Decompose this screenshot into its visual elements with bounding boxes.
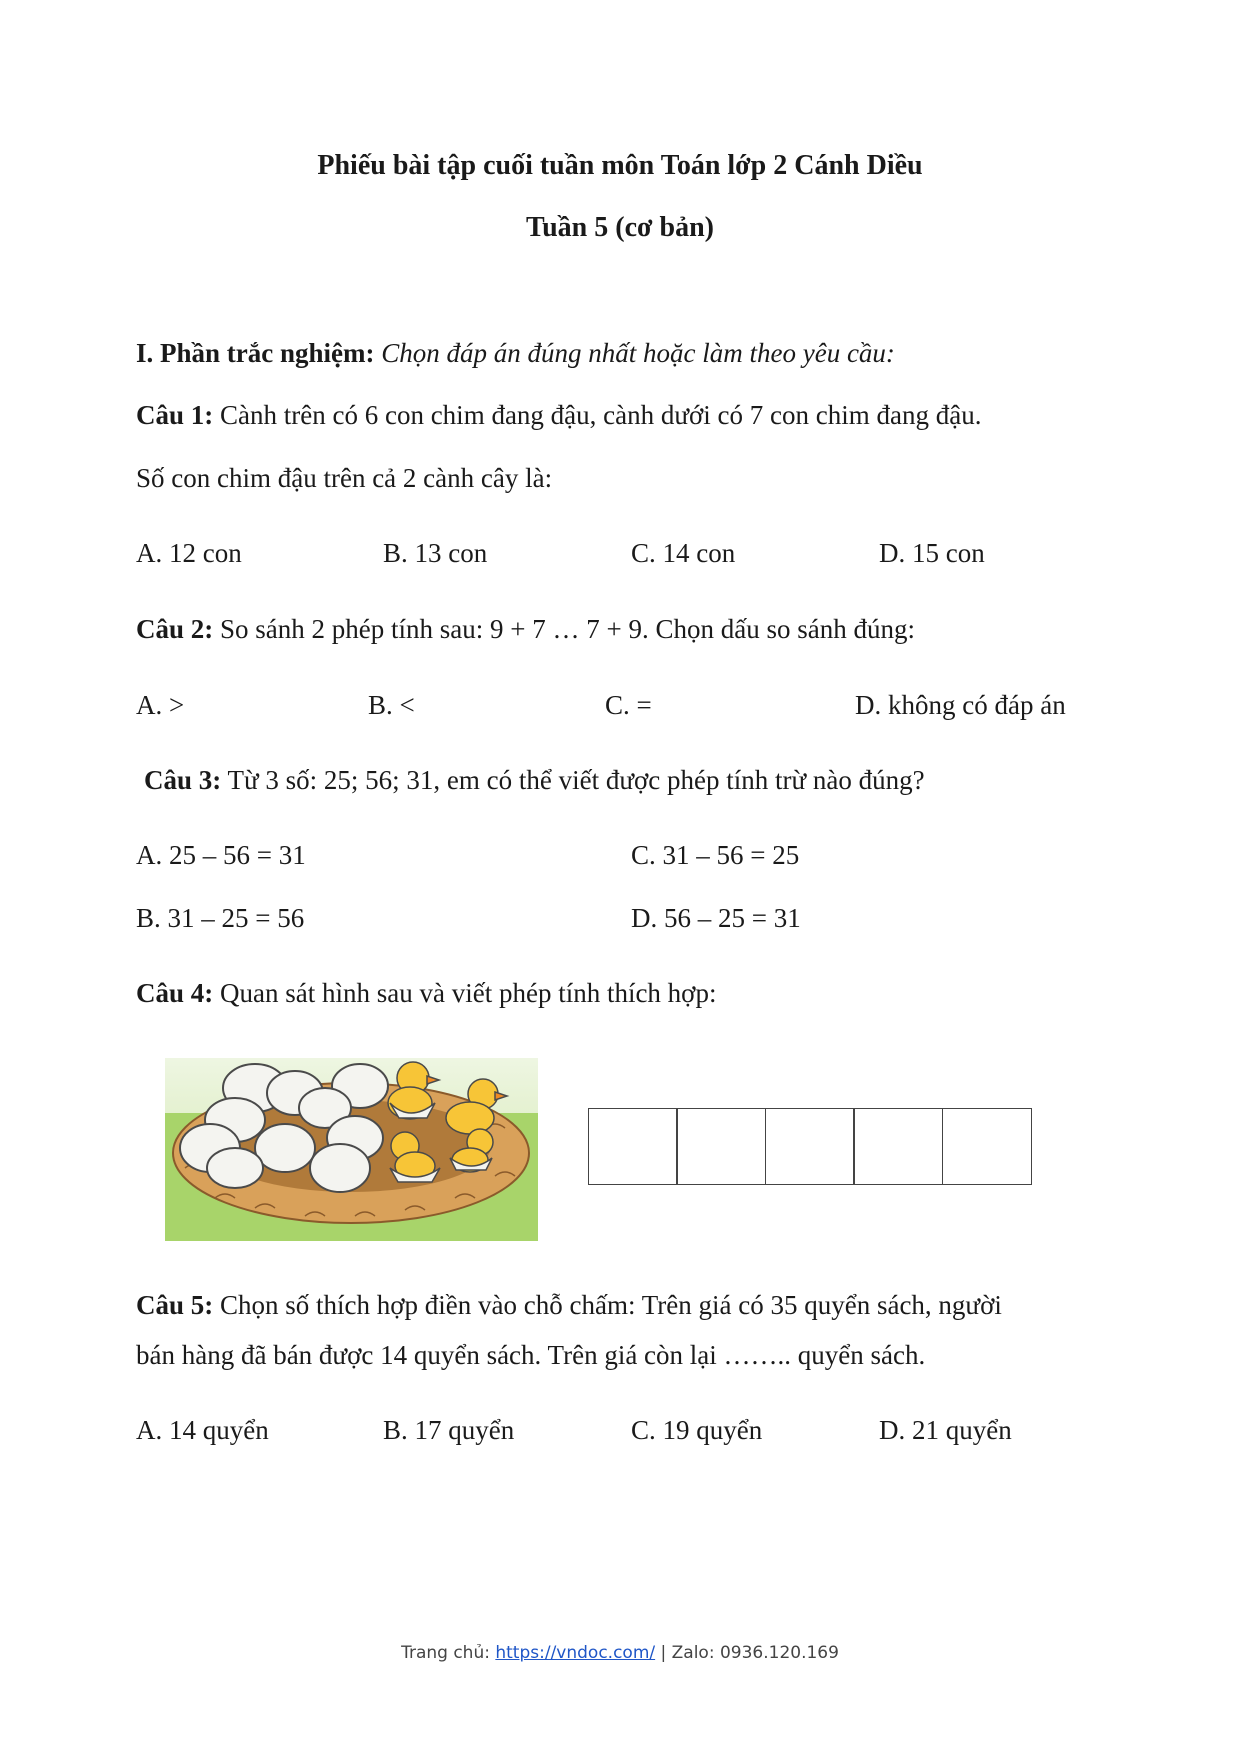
q2-option-b[interactable]: B. < xyxy=(368,690,415,720)
page-subtitle: Tuần 5 (cơ bản) xyxy=(526,212,714,243)
question-5-text-cont: bán hàng đã bán được 14 quyển sách. Trên giá còn lại …….. quyển sách. xyxy=(136,1340,926,1370)
answer-box-5[interactable] xyxy=(942,1108,1032,1185)
question-4-label: Câu 4: xyxy=(136,978,214,1008)
footer-prefix: Trang chủ: xyxy=(401,1643,496,1663)
q1-option-c[interactable]: C. 14 con xyxy=(631,538,736,568)
answer-boxes xyxy=(589,1108,1032,1185)
footer-link[interactable]: https://vndoc.com/ xyxy=(495,1643,656,1663)
page-title: Phiếu bài tập cuối tuần môn Toán lớp 2 Cánh Diều xyxy=(317,150,923,181)
question-1-text-cont: Số con chim đậu trên cả 2 cành cây là: xyxy=(136,463,553,493)
question-2-label: Câu 2: xyxy=(136,614,214,644)
q1-option-b[interactable]: B. 13 con xyxy=(383,538,488,568)
q2-option-c[interactable]: C. = xyxy=(605,690,652,720)
section-heading xyxy=(136,338,895,369)
section-label: I. Phần trắc nghiệm: xyxy=(136,338,375,368)
q5-option-b[interactable]: B. 17 quyển xyxy=(383,1415,515,1445)
question-3-text: Từ 3 số: 25; 56; 31, em có thể viết được phép tính trừ nào đúng? xyxy=(227,765,925,795)
answer-box-4[interactable] xyxy=(853,1108,943,1185)
q5-option-a[interactable]: A. 14 quyển xyxy=(136,1415,269,1445)
q2-option-a[interactable]: A. > xyxy=(136,690,185,720)
question-3-label: Câu 3: xyxy=(144,765,222,795)
q5-option-d[interactable]: D. 21 quyển xyxy=(879,1415,1012,1445)
footer-suffix: | Zalo: 0936.120.169 xyxy=(655,1643,839,1663)
q1-option-a[interactable]: A. 12 con xyxy=(136,538,242,568)
section-instruction: Chọn đáp án đúng nhất hoặc làm theo yêu cầu: xyxy=(381,338,895,368)
question-1-text: Cành trên có 6 con chim đang đậu, cành dưới có 7 con chim đang đậu. xyxy=(220,400,982,430)
answer-box-1[interactable] xyxy=(588,1108,678,1185)
q3-option-a[interactable]: A. 25 – 56 = 31 xyxy=(136,840,306,870)
question-2 xyxy=(136,614,915,645)
q3-option-c[interactable]: C. 31 – 56 = 25 xyxy=(631,840,800,870)
page-footer xyxy=(0,1643,1240,1663)
question-3 xyxy=(144,765,925,796)
question-4 xyxy=(136,978,716,1009)
q3-option-b[interactable]: B. 31 – 25 = 56 xyxy=(136,903,305,933)
question-4-text: Quan sát hình sau và viết phép tính thích hợp: xyxy=(220,978,717,1008)
question-5 xyxy=(136,1290,1002,1321)
nest-with-eggs-and-ducklings-illustration xyxy=(165,1058,538,1241)
question-1 xyxy=(136,400,981,431)
answer-box-3[interactable] xyxy=(765,1108,855,1185)
q3-option-d[interactable]: D. 56 – 25 = 31 xyxy=(631,903,801,933)
question-2-text: So sánh 2 phép tính sau: 9 + 7 … 7 + 9. Chọn dấu so sánh đúng: xyxy=(220,614,915,644)
q5-option-c[interactable]: C. 19 quyển xyxy=(631,1415,763,1445)
question-1-label: Câu 1: xyxy=(136,400,214,430)
question-5-label: Câu 5: xyxy=(136,1290,214,1320)
question-5-text: Chọn số thích hợp điền vào chỗ chấm: Trên giá có 35 quyển sách, người xyxy=(220,1290,1002,1320)
q1-option-d[interactable]: D. 15 con xyxy=(879,538,985,568)
q2-option-d[interactable]: D. không có đáp án xyxy=(855,690,1066,720)
answer-box-2[interactable] xyxy=(676,1108,766,1185)
